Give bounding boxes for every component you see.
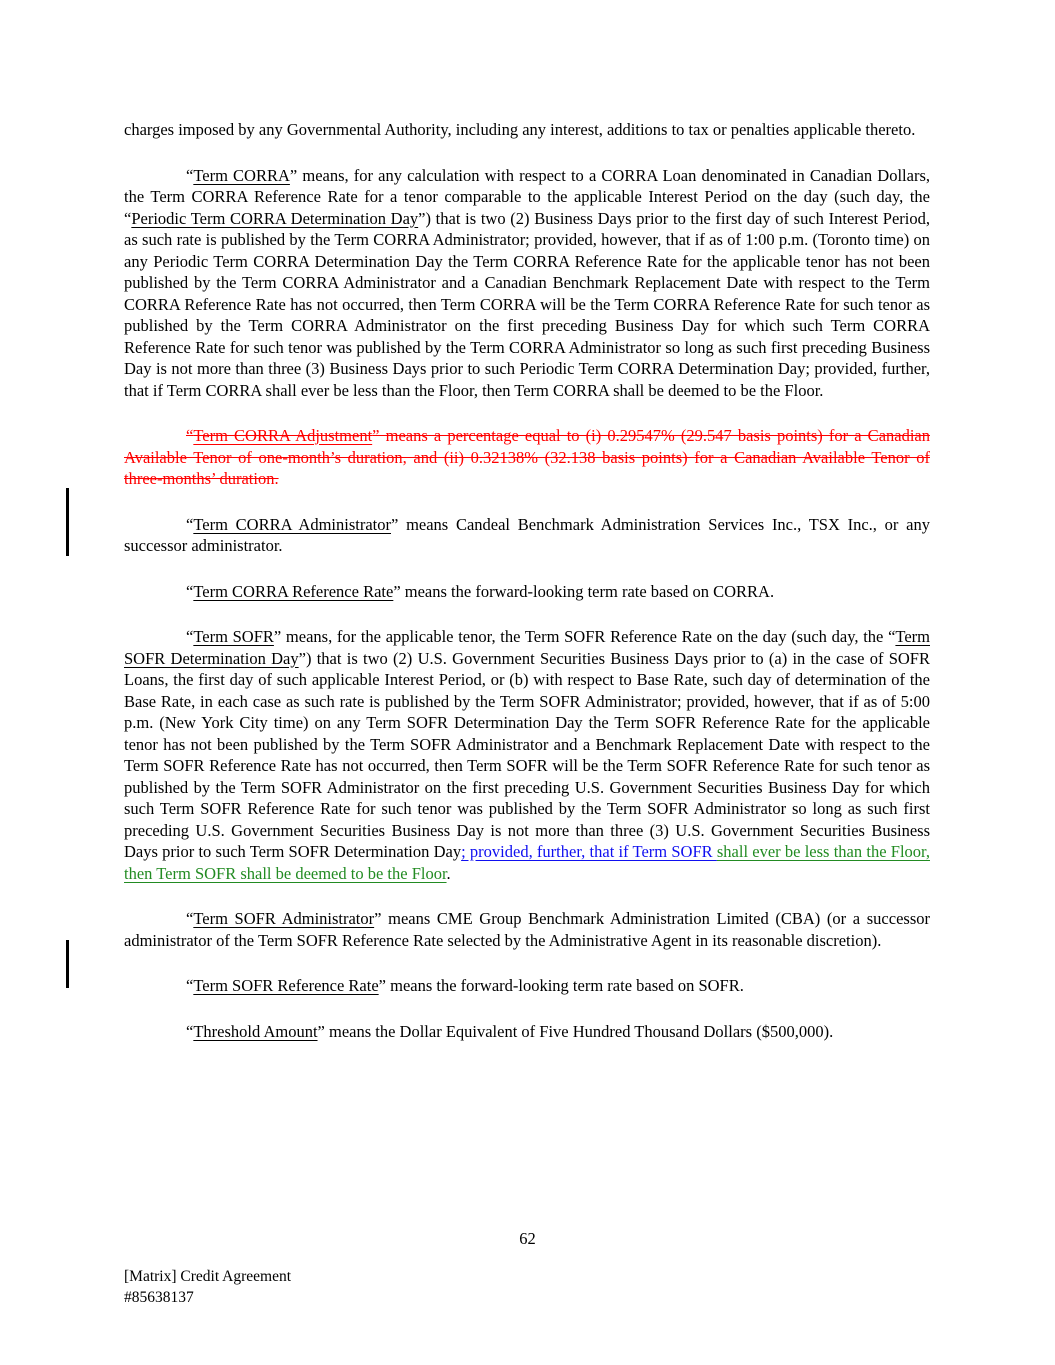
text-run: ” means, for any calculation with respect to a CORRA Loan denominated in Canadian Dollars, the Term CORRA Reference Rate for a tenor comparable to the applicable Interest Period on the day (such day, the “ [124, 165, 930, 228]
text-run: ” means the forward-looking term rate based on CORRA. [393, 581, 775, 601]
text-run: charges imposed by any Governmental Authority, including any interest, additions to tax or penalties applicable thereto. [124, 120, 916, 139]
revision-change-bar-deleted [66, 488, 69, 556]
text-run: ” means CME Group Benchmark Administration Limited (CBA) (or a successor administrator of the Term SOFR Reference Rate selected by the Administrative Agent in its reasonable discretion). [124, 909, 930, 950]
footer-doc-id: #85638137 [124, 1289, 194, 1306]
text-run: Term SOFR Reference Rate [193, 976, 379, 995]
definition-term-corra [124, 165, 930, 402]
text-run: Threshold Amount [193, 1021, 318, 1041]
text-run: ”) that is two (2) U.S. Government Securities Business Days prior to (a) in the case of SOFR Loans, the first day of such applicable Interest Period, or (b) with respect to Base Rate, such day of determination of the Base Rate, in each case as such rate is published by the Term SOFR Administrator; provided, however, that if as of 5:00 p.m. (New York City time) on any Term SOFR Determination Day the Term SOFR Reference Rate for the applicable tenor has not been published by the Term SOFR Administrator and a Benchmark Replacement Date with respect to the Term SOFR Reference Rate has not occurred, then Term SOFR will be the Term SOFR Reference Rate for such tenor as published by the Term SOFR Administrator on the first preceding U.S. Government Securities Business Day for which such Term SOFR Reference Rate for such tenor was published by the Term SOFR Administrator so long as such first preceding U.S. Government Securities Business Day is not more than three (3) U.S. Government Securities Business Days prior to such Term SOFR Determination Day [124, 648, 930, 861]
text-run: “ [186, 1021, 194, 1041]
text-run: . [446, 863, 451, 883]
text-run: “ [186, 976, 194, 995]
definition-threshold-amount [124, 1021, 930, 1043]
text-run: “ [186, 426, 194, 445]
text-run: ” means Candeal Benchmark Administration Services Inc., TSX Inc., or any successor administrator. [124, 514, 930, 555]
text-run: Term CORRA [193, 165, 290, 185]
text-run: “ [186, 514, 194, 534]
text-run: Term CORRA Reference Rate [193, 581, 394, 601]
text-run: Term SOFR Determination Day [124, 627, 930, 668]
paragraph-continuation [124, 119, 930, 141]
revision-change-bar-inserted [66, 940, 69, 988]
text-run: ” means the Dollar Equivalent of Five Hundred Thousand Dollars ($500,000). [317, 1021, 834, 1041]
definition-term-sofr [124, 626, 930, 884]
text-run: ”) that is two (2) Business Days prior to the first day of such Interest Period, as such rate is published by the Term CORRA Administrator; provided, however, that if as of 1:00 p.m. (Toronto time) on any Periodic Term CORRA Determination Day the Term CORRA Reference Rate for the applicable tenor has not been published by the Term CORRA Administrator and a Canadian Benchmark Replacement Date with respect to the Term CORRA Reference Rate has not occurred, then Term CORRA will be the Term CORRA Reference Rate for such tenor as published by the Term CORRA Administrator on the first preceding Business Day for which such Term CORRA Reference Rate for such tenor was published by the Term CORRA Administrator so long as such first preceding Business Day is not more than three (3) Business Days prior to such Periodic Term CORRA Determination Day; provided, further, that if Term CORRA shall ever be less than the Floor, then Term CORRA shall be deemed to be the Floor. [124, 208, 931, 400]
text-run: Term CORRA Adjustment [193, 426, 373, 445]
text-run: “ [186, 909, 194, 928]
footer-doc-title: [Matrix] Credit Agreement [124, 1268, 292, 1285]
text-run: shall ever be less than the Floor, then Term SOFR shall be deemed to be the Floor [124, 842, 930, 883]
text-run: Term SOFR Administrator [193, 909, 375, 928]
text-run: ” means the forward-looking term rate based on SOFR. [378, 976, 744, 995]
definition-term-sofr-reference-rate [124, 975, 930, 997]
definition-term-sofr-administrator [124, 908, 930, 951]
text-run: ; provided, further, that if Term SOFR [461, 842, 717, 861]
document-body [124, 119, 930, 1066]
text-run: “ [186, 627, 194, 646]
document-footer [124, 1266, 291, 1308]
definition-term-corra-administrator [124, 514, 930, 557]
text-run: Term CORRA Administrator [193, 514, 391, 534]
text-run: “ [186, 581, 194, 601]
text-run: ” means, for the applicable tenor, the Term SOFR Reference Rate on the day (such day, the “ [273, 627, 896, 646]
definition-term-corra-reference-rate [124, 581, 930, 603]
definition-term-corra-adjustment-deleted [124, 425, 930, 490]
text-run: “ [186, 165, 194, 185]
page-number: 62 [519, 1229, 536, 1248]
text-run: ” means a percentage equal to (i) 0.29547% (29.547 basis points) for a Canadian Available Tenor of one-month’s duration, and (ii) 0.32138% (32.138 basis points) for a Canadian Available Tenor of three-months’ duration. [124, 426, 930, 488]
text-run: Term SOFR [193, 627, 274, 646]
text-run: Periodic Term CORRA Determination Day [131, 208, 419, 228]
